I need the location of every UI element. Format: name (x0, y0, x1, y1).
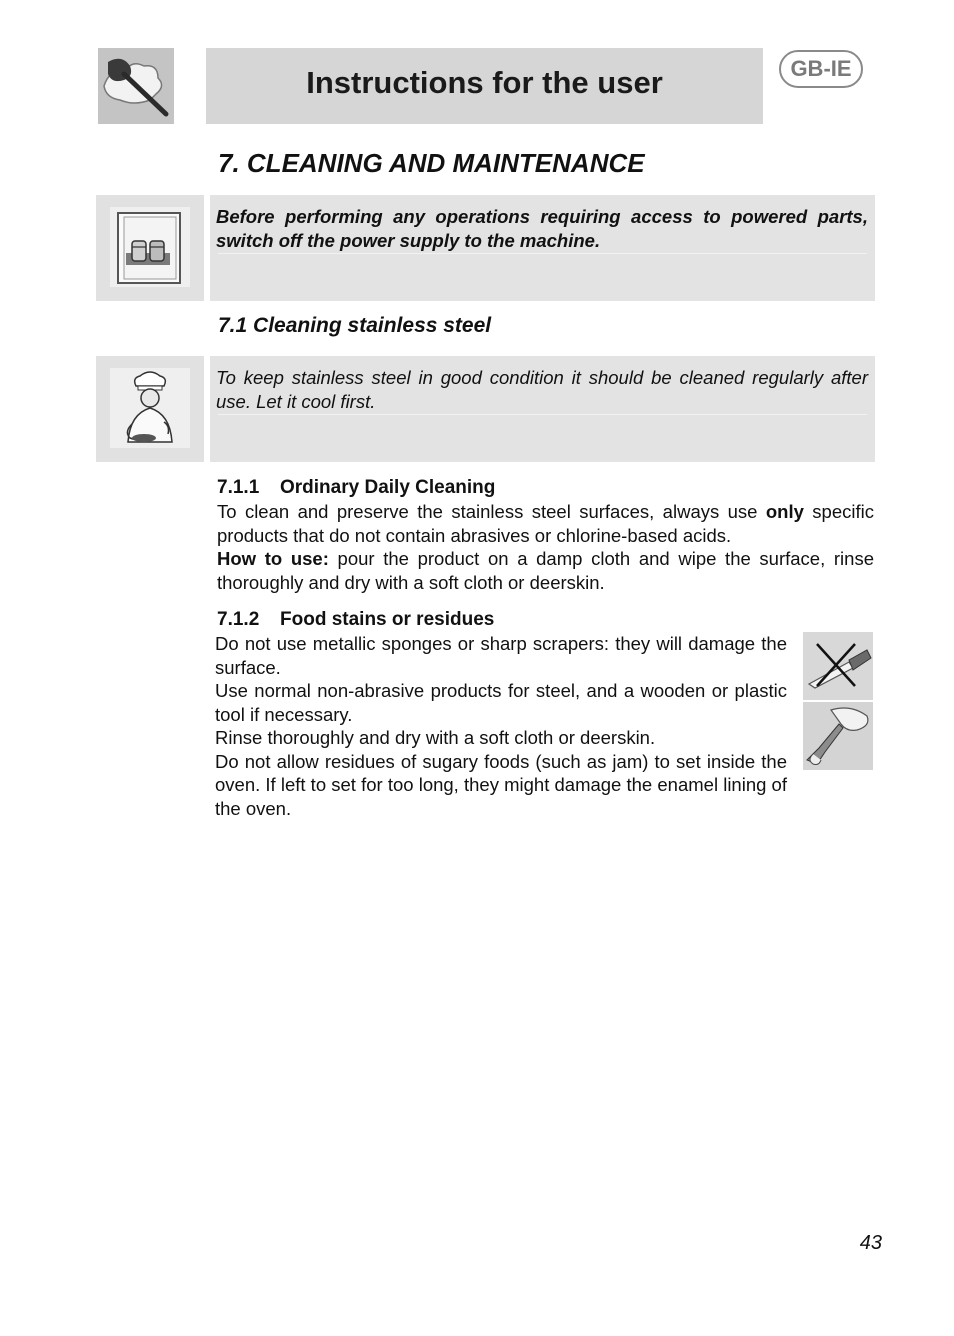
note-icon-panel (96, 356, 204, 462)
warning-icon-panel (96, 195, 204, 301)
wooden-spatula-icon (803, 702, 873, 770)
note-panel (210, 356, 875, 462)
crossed-out-knife-icon (803, 632, 873, 700)
language-badge: GB-IE (779, 50, 863, 88)
food-stains-title: Food stains or residues (280, 609, 495, 630)
warning-panel (210, 195, 875, 301)
ordinary-cleaning-title: Ordinary Daily Cleaning (280, 477, 496, 498)
warning-text: Before performing any operations requiring access to powered parts, switch off the power supply to the machine. (216, 206, 868, 251)
food-stains-body (215, 632, 787, 820)
chef-cleaning-icon (110, 368, 190, 448)
ordinary-cleaning-paragraph-2: How to use: pour the product on a damp cloth and wipe the surface, rinse thoroughly and dry with a soft cloth or deerskin. (217, 548, 874, 593)
food-stains-line-2: Use normal non-abrasive products for steel, and a wooden or plastic tool if necessary. (215, 680, 787, 725)
logo-spoon-icon (98, 48, 174, 124)
food-stains-line-4: Do not allow residues of sugary foods (such as jam) to set inside the oven. If left to set for too long, they might damage the enamel lining of the oven. (215, 750, 787, 819)
food-stains-line-3: Rinse thoroughly and dry with a soft cloth or deerskin. (215, 727, 656, 748)
section-heading: 7. CLEANING AND MAINTENANCE (218, 148, 645, 178)
ordinary-cleaning-paragraph-1: To clean and preserve the stainless steel surfaces, always use only specific products that do not contain abrasives or chlorine-based acids. (217, 501, 874, 546)
food-stains-line-1: Do not use metallic sponges or sharp scrapers: they will damage the surface. (215, 633, 787, 678)
note-text: To keep stainless steel in good condition it should be cleaned regularly after use. Let it cool first. (216, 367, 868, 412)
page-title: Instructions for the user (306, 65, 663, 100)
ordinary-cleaning-number: 7.1.1 (217, 477, 260, 498)
ordinary-cleaning-body (217, 500, 874, 594)
subsection-heading: 7.1 Cleaning stainless steel (218, 314, 492, 337)
food-stains-number: 7.1.2 (217, 609, 260, 630)
power-switch-icon (110, 207, 190, 287)
page-number: 43 (859, 1232, 882, 1254)
food-stains-heading (217, 609, 494, 631)
ordinary-cleaning-heading (217, 477, 495, 499)
header-title-bar (206, 48, 763, 124)
